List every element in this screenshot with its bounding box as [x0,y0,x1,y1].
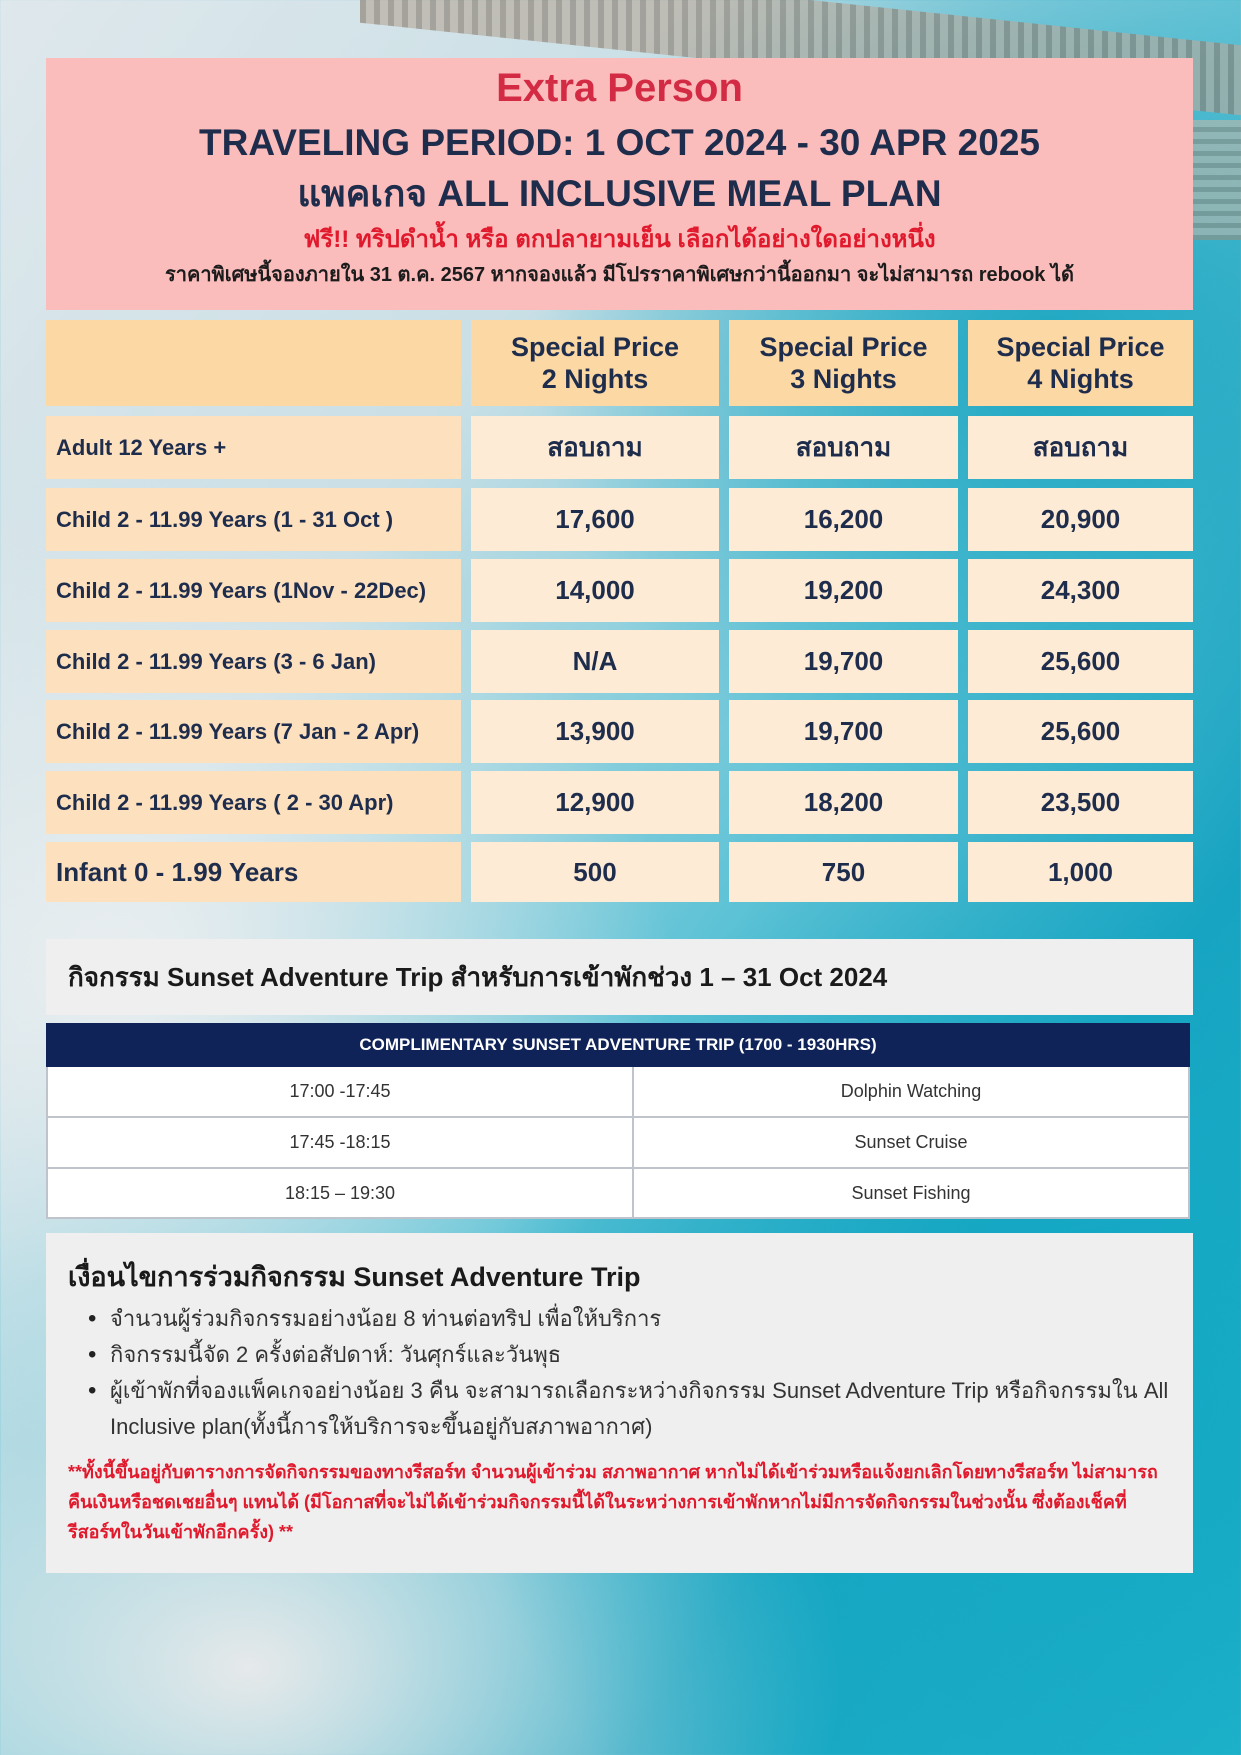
row-label: Infant 0 - 1.99 Years [46,842,461,902]
price-cell: สอบถาม [968,416,1193,479]
row-label: Child 2 - 11.99 Years (3 - 6 Jan) [46,630,461,693]
conditions-warning: **ทั้งนี้ขึ้นอยู่กับตารางการจัดกิจกรรมของทางรีสอร์ท จำนวนผู้เข้าร่วม สภาพอากาศ หากไม่ได้เข้าร่วมหรือแจ้งยกเลิกโดยทางรีสอร์ท ไม่สามารถคืนเงินหรือชดเชยอื่นๆ แทนได้ (มีโอกาสที่จะไม่ได้เข้าร่วมกิจกรรมนี้ได้ในระหว่างการเข้าพักหากไม่มีการจัดกิจกรรมในช่วงนั้น ซึ่งต้องเช็คที่รีสอร์ทในวันเข้าพักอีกครั้ง) ** [68,1462,1158,1542]
schedule-table [46,1023,1190,1219]
row-label: Child 2 - 11.99 Years ( 2 - 30 Apr) [46,771,461,834]
price-cell: สอบถาม [471,416,719,479]
price-table-corner [46,320,461,406]
price-cell: 1,000 [968,842,1193,902]
price-cell: 20,900 [968,488,1193,551]
conditions-heading: เงื่อนไขการร่วมกิจกรรม Sunset Adventure Trip [68,1262,641,1292]
price-cell: 18,200 [729,771,958,834]
condition-item: • กิจกรรมนี้จัด 2 ครั้งต่อสัปดาห์: วันศุกร์และวันพุธ [88,1337,1171,1373]
booking-note: ราคาพิเศษนี้จองภายใน 31 ต.ค. 2567 หากจองแล้ว มีโปรราคาพิเศษกว่านี้ออกมา จะไม่สามารถ rebook ได้ [164,264,1075,286]
column-header: Special Price 2 Nights [471,320,719,406]
schedule-activity: Sunset Cruise [632,1118,1190,1167]
price-cell: 16,200 [729,488,958,551]
promo-header [46,58,1193,310]
schedule-row [46,1118,1190,1169]
row-label: Adult 12 Years + [46,416,461,479]
free-offer: ฟรี!! ทริปดำน้ำ หรือ ตกปลายามเย็น เลือกได้อย่างใดอย่างหนึ่ง [303,226,936,253]
row-label: Child 2 - 11.99 Years (1 - 31 Oct ) [46,488,461,551]
price-cell: 19,700 [729,700,958,763]
price-cell: N/A [471,630,719,693]
package-name: แพคเกจ ALL INCLUSIVE MEAL PLAN [297,173,942,214]
price-cell: 25,600 [968,630,1193,693]
price-cell: 25,600 [968,700,1193,763]
schedule-activity: Sunset Fishing [632,1169,1190,1217]
sunset-section-heading: กิจกรรม Sunset Adventure Trip สำหรับการเข้าพักช่วง 1 – 31 Oct 2024 [46,939,1193,1015]
conditions-list [68,1301,1171,1445]
schedule-time: 18:15 – 19:30 [46,1169,632,1217]
column-header: Special Price 4 Nights [968,320,1193,406]
page-title: Extra Person [496,66,743,110]
condition-item: • จำนวนผู้ร่วมกิจกรรมอย่างน้อย 8 ท่านต่อทริป เพื่อให้บริการ [88,1301,1171,1337]
row-label: Child 2 - 11.99 Years (1Nov - 22Dec) [46,559,461,622]
price-cell: 14,000 [471,559,719,622]
schedule-row [46,1067,1190,1118]
price-cell: 19,700 [729,630,958,693]
schedule-activity: Dolphin Watching [632,1067,1190,1116]
schedule-row [46,1169,1190,1219]
price-cell: สอบถาม [729,416,958,479]
schedule-title: COMPLIMENTARY SUNSET ADVENTURE TRIP (1700 - 1930HRS) [46,1023,1190,1067]
schedule-time: 17:45 -18:15 [46,1118,632,1167]
conditions-box [46,1233,1193,1573]
price-cell: 23,500 [968,771,1193,834]
traveling-period: TRAVELING PERIOD: 1 OCT 2024 - 30 APR 2025 [199,122,1040,163]
schedule-time: 17:00 -17:45 [46,1067,632,1116]
price-cell: 500 [471,842,719,902]
price-cell: 19,200 [729,559,958,622]
price-cell: 17,600 [471,488,719,551]
row-label: Child 2 - 11.99 Years (7 Jan - 2 Apr) [46,700,461,763]
price-cell: 24,300 [968,559,1193,622]
price-cell: 750 [729,842,958,902]
price-cell: 13,900 [471,700,719,763]
column-header: Special Price 3 Nights [729,320,958,406]
price-cell: 12,900 [471,771,719,834]
condition-item: • ผู้เข้าพักที่จองแพ็คเกจอย่างน้อย 3 คืน จะสามารถเลือกระหว่างกิจกรรม Sunset Adventure Trip หรือกิจกรรมใน All Inclusive plan(ทั้งนี้การให้บริการจะขึ้นอยู่กับสภาพอากาศ) [88,1373,1171,1445]
